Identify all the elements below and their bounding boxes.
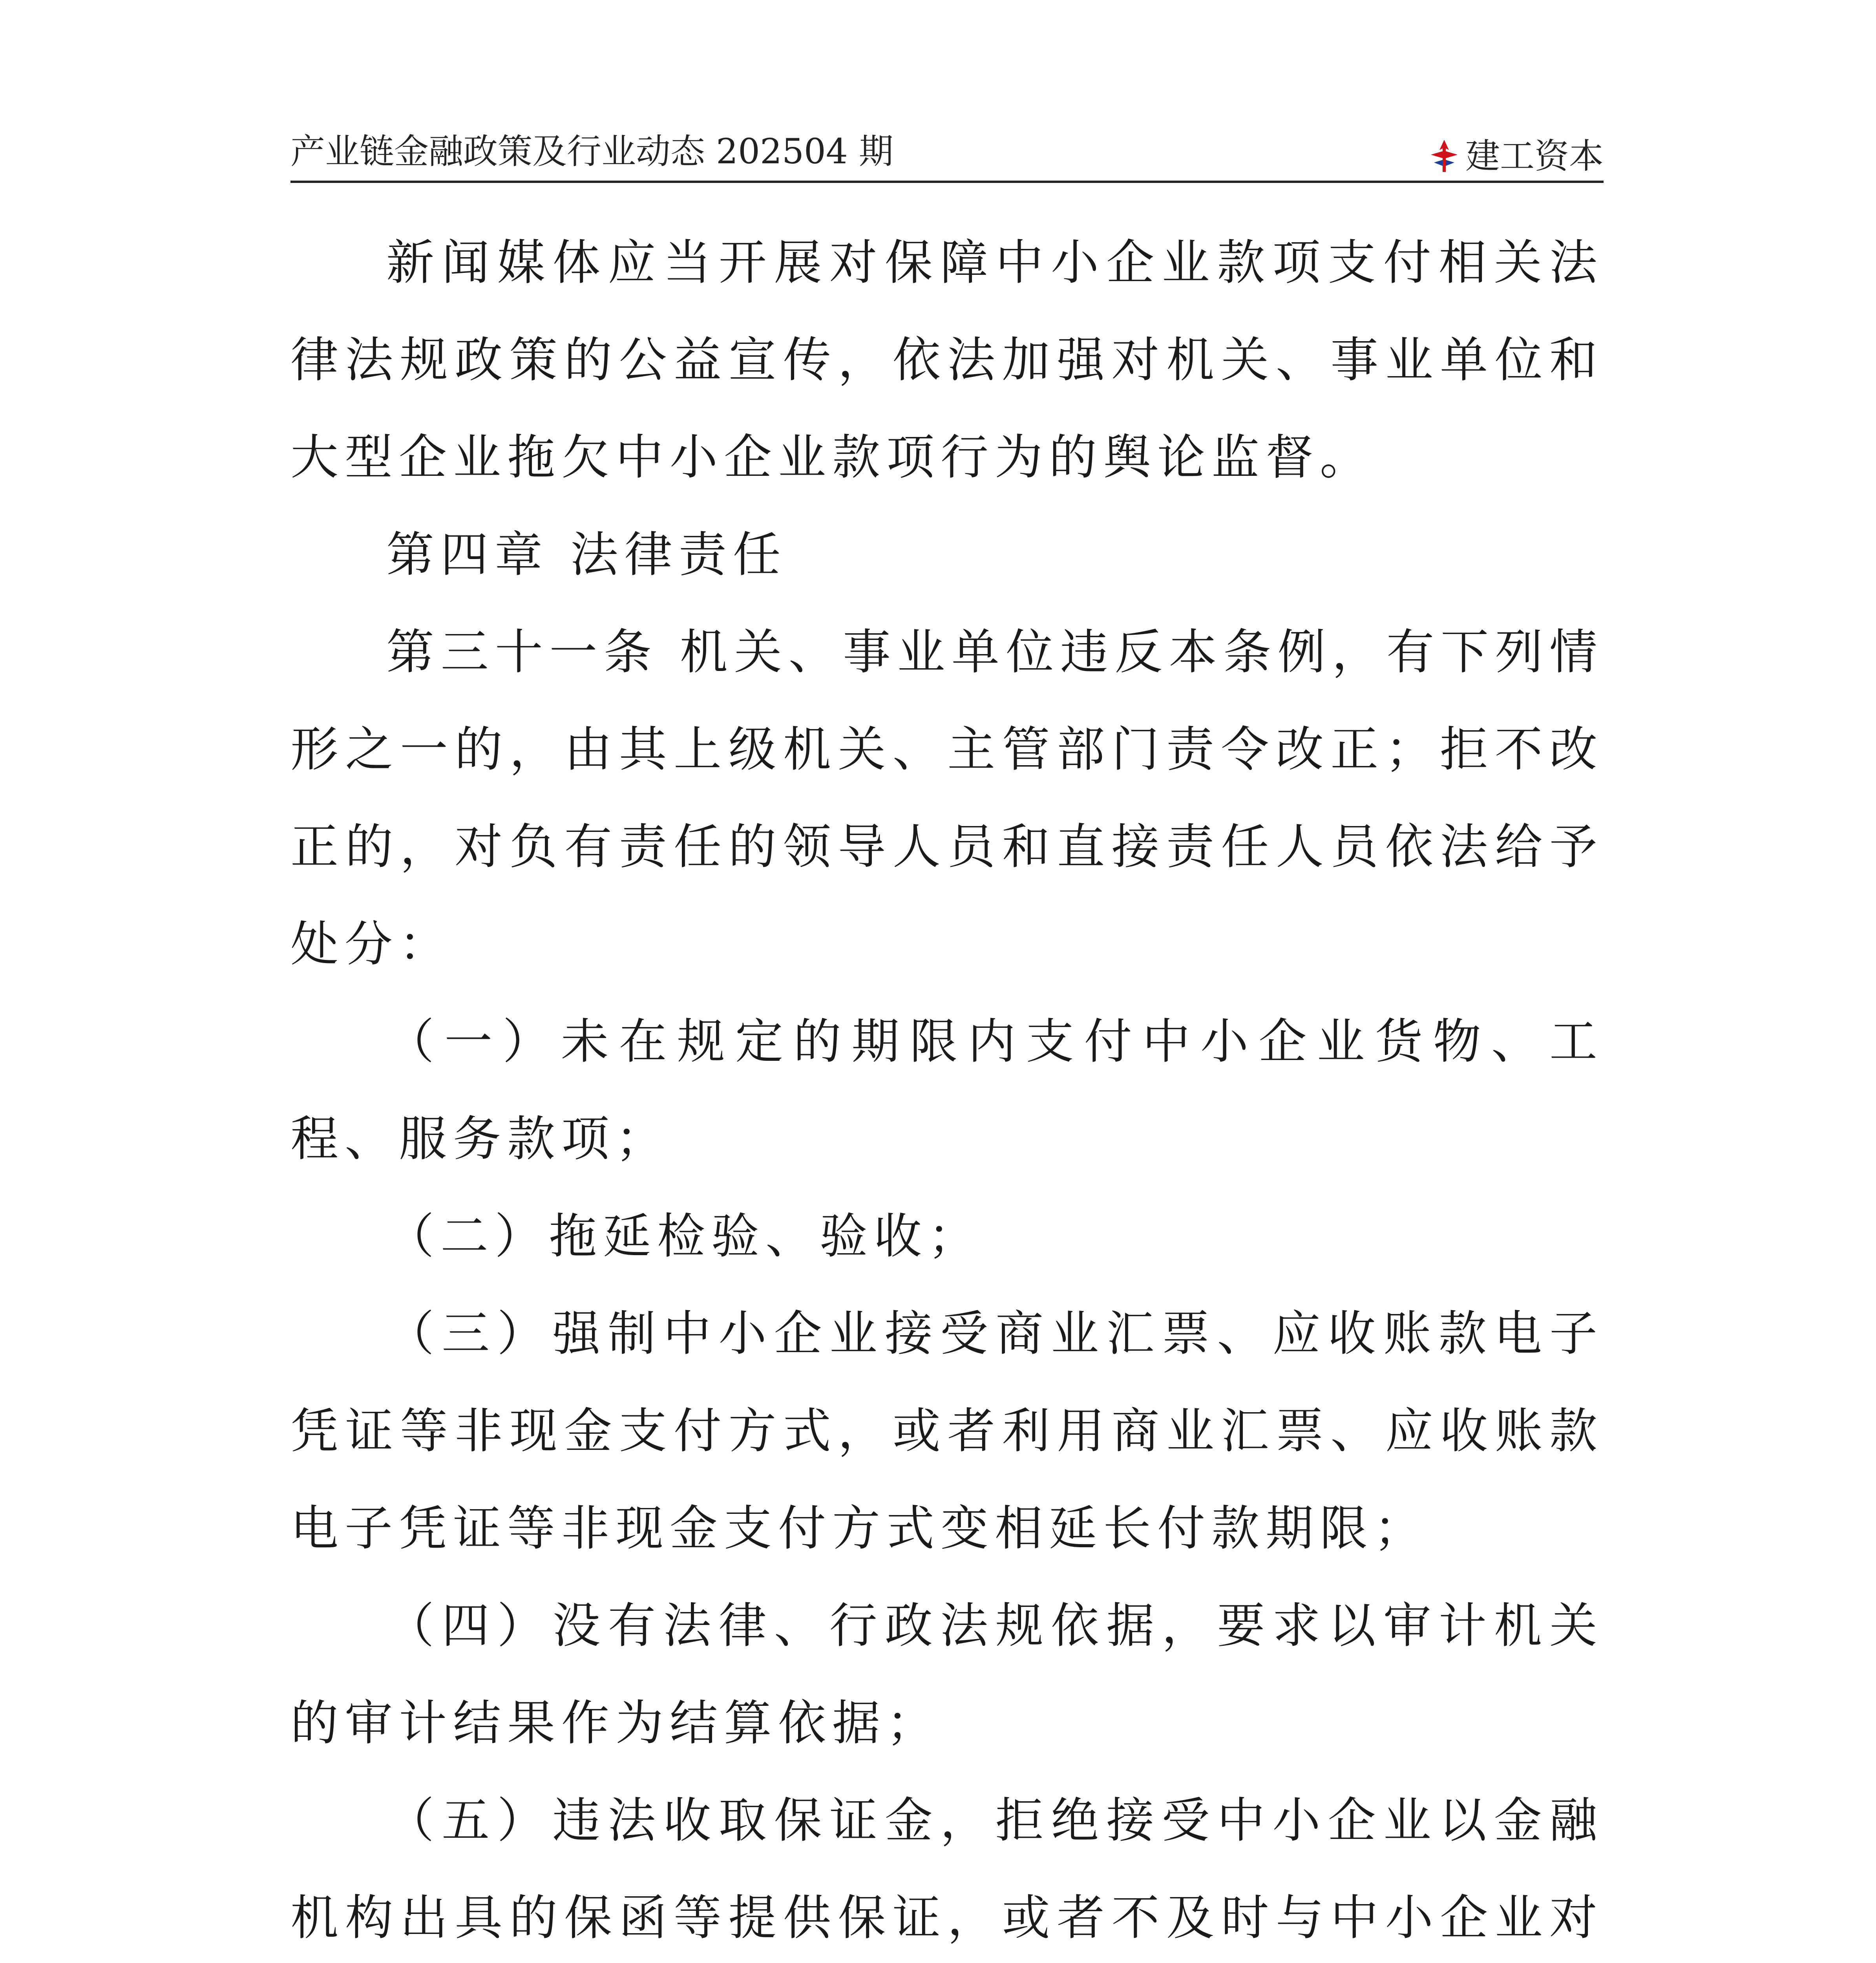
list-item-4: （四）没有法律、行政法规依据，要求以审计机关的审计结果作为结算依据； — [290, 1598, 1604, 1751]
list-item-2: （二）拖延检验、验收； — [386, 1208, 982, 1264]
chapter-heading-legal-liability: 第四章 法律责任 — [386, 527, 787, 583]
list-item-3: （三）强制中小企业接受商业汇票、应收账款电子凭证等非现金支付方式，或者利用商业汇票、应收账款电子凭证等非现金支付方式变相延长付款期限； — [290, 1306, 1604, 1556]
paragraph-media-supervision: 新闻媒体应当开展对保障中小企业款项支付相关法律法规政策的公益宣传，依法加强对机关、事业单位和大型企业拖欠中小企业款项行为的舆论监督。 — [290, 235, 1604, 485]
jiangong-capital-logo-icon — [1428, 138, 1460, 174]
page-header — [290, 130, 1604, 183]
document-body — [290, 214, 1604, 1963]
list-item-1: （一）未在规定的期限内支付中小企业货物、工程、服务款项； — [290, 1014, 1604, 1167]
header-title: 产业链金融政策及行业动态 202504 期 — [290, 131, 893, 172]
header-brand — [1428, 138, 1604, 174]
article-31: 第三十一条 机关、事业单位违反本条例，有下列情形之一的，由其上级机关、主管部门责令改正；拒不改正的，对负有责任的领导人员和直接责任人员依法给予处分： — [290, 624, 1604, 972]
list-item-5: （五）违法收取保证金，拒绝接受中小企业以金融机构出具的保函等提供保证，或者不及时与中小企业对 — [290, 1793, 1604, 1946]
brand-name: 建工资本 — [1465, 136, 1604, 176]
